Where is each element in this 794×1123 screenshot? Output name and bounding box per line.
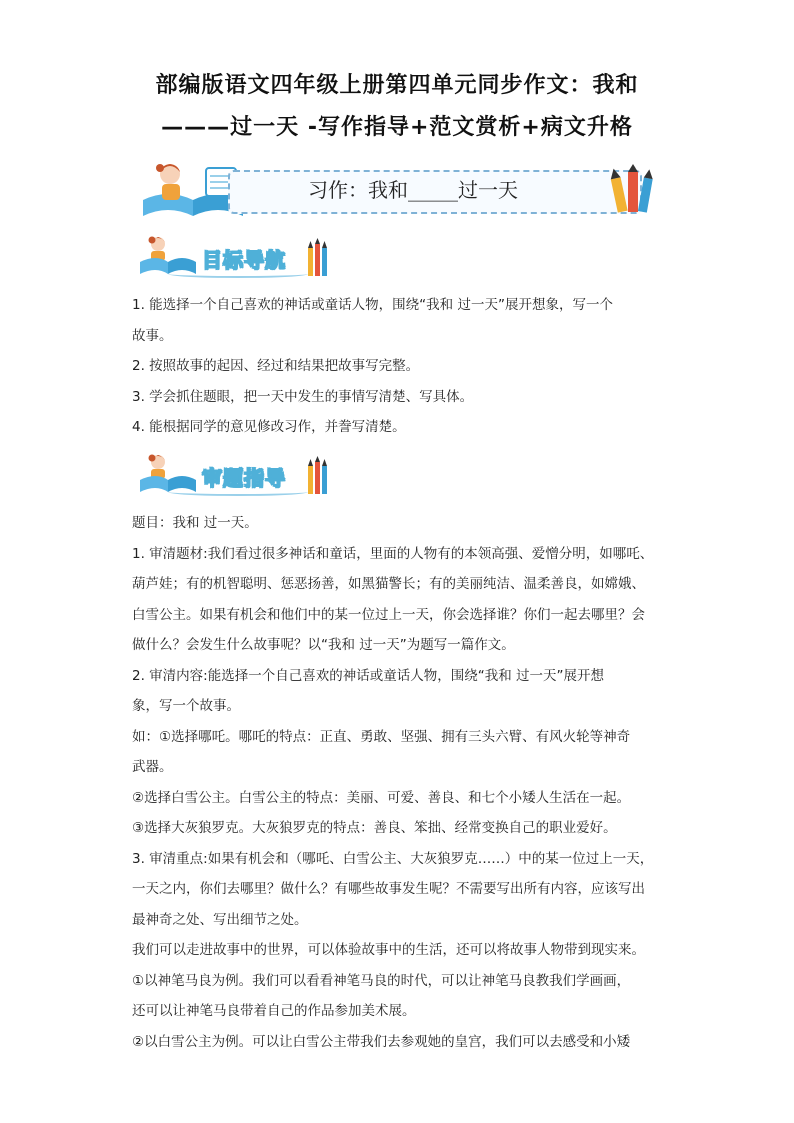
- text-line: 如：①选择哪吒。哪吒的特点：正直、勇敢、坚强、拥有三头六臂、有风火轮等神奇: [132, 728, 631, 745]
- text-line: 4. 能根据同学的意见修改习作，并誊写清楚。: [132, 419, 406, 435]
- section-heading-topic-guide: [138, 452, 338, 500]
- topic-guide-text: [132, 508, 667, 1057]
- text-line: 白雪公主。如果有机会和他们中的某一位过上一天，你会选择谁？你们一起去哪里？会: [132, 606, 645, 623]
- section-heading-text: 目标导航: [202, 248, 286, 272]
- section-heading-goals: [138, 234, 338, 282]
- section-heading-text: 审题指导: [202, 466, 286, 490]
- text-line: 武器。: [132, 759, 173, 775]
- document-title-line-2: ———过一天 -写作指导+范文赏析+病文升格: [161, 115, 633, 140]
- heading-underline: [168, 488, 308, 496]
- text-line: 故事。: [132, 327, 173, 344]
- pencils-icon: [306, 238, 330, 278]
- text-line: 做什么？会发生什么故事呢？以“我和 过一天”为题写一篇作文。: [132, 637, 515, 653]
- text-line: ②以白雪公主为例。可以让白雪公主带我们去参观她的皇宫，我们可以去感受和小矮: [132, 1033, 631, 1050]
- pencils-icon: [306, 456, 330, 496]
- text-line: ①以神笔马良为例。我们可以看看神笔马良的时代，可以让神笔马良教我们学画画，: [132, 972, 631, 989]
- text-line: 题目：我和 过一天。: [132, 515, 258, 531]
- text-line: 3. 审清重点:如果有机会和（哪吒、白雪公主、大灰狼罗克……）中的某一位过上一天，: [132, 850, 654, 867]
- text-line: 3. 学会抓住题眼，把一天中发生的事情写清楚、写具体。: [132, 388, 474, 405]
- text-line: 2. 按照故事的起因、经过和结果把故事写完整。: [132, 358, 420, 374]
- text-line: 1. 能选择一个自己喜欢的神话或童话人物，围绕“我和 过一天”展开想象，写一个: [132, 297, 613, 313]
- heading-underline: [168, 270, 308, 278]
- document-title-line-1: 部编版语文四年级上册第四单元同步作文：我和: [155, 73, 639, 98]
- text-line: 最神奇之处、写出细节之处。: [132, 911, 308, 928]
- text-line: ②选择白雪公主。白雪公主的特点：美丽、可爱、善良、和七个小矮人生活在一起。: [132, 789, 631, 806]
- text-line: 葫芦娃；有的机智聪明、惩恶扬善，如黑猫警长；有的美丽纯洁、温柔善良，如嫦娥、: [132, 576, 645, 592]
- text-line: 还可以让神笔马良带着自己的作品参加美术展。: [132, 1003, 416, 1019]
- pencils-icon: [608, 164, 654, 216]
- text-line: 2. 审清内容:能选择一个自己喜欢的神话或童话人物，围绕“我和 过一天”展开想: [132, 667, 604, 684]
- goals-text: [132, 290, 667, 443]
- banner-title: 习作：我和_____过一天: [308, 178, 518, 202]
- text-line: 我们可以走进故事中的世界，可以体验故事中的生活，还可以将故事人物带到现实来。: [132, 942, 645, 958]
- text-line: 1. 审清题材:我们看过很多神话和童话，里面的人物有的本领高强、爱憎分明，如哪吒、: [132, 545, 654, 562]
- topic-banner: [138, 160, 658, 220]
- text-line: ③选择大灰狼罗克。大灰狼罗克的特点：善良、笨拙、经常变换自己的职业爱好。: [132, 820, 617, 836]
- text-line: 象，写一个故事。: [132, 698, 240, 714]
- text-line: 一天之内，你们去哪里？做什么？有哪些故事发生呢？不需要写出所有内容，应该写出: [132, 881, 645, 897]
